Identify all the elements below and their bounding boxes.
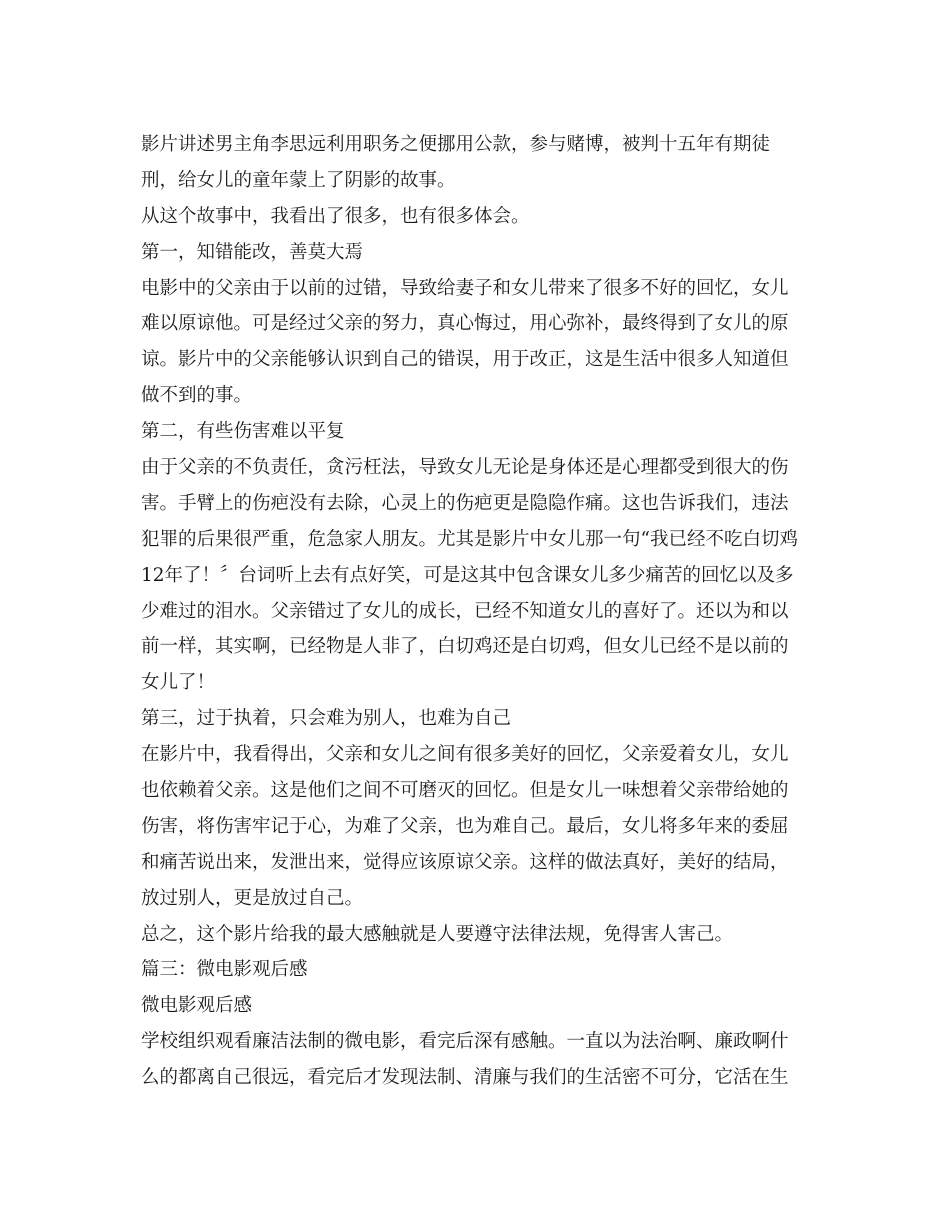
text-line: 做不到的事。	[141, 385, 253, 407]
text-line: 难以原谅他。可是经过父亲的努力，真心悔过，用心弥补，最终得到了女儿的原	[141, 313, 789, 335]
section-heading: 第一，知错能改，善莫大焉	[141, 241, 364, 263]
text-line: 和痛苦说出来，发泄出来，觉得应该原谅父亲。这样的做法真好，美好的结局，	[141, 851, 789, 873]
text-line: 少难过的泪水。父亲错过了女儿的成长，已经不知道女儿的喜好了。还以为和以	[141, 600, 789, 622]
section-heading: 第三，过于执着，只会难为别人，也难为自己	[141, 708, 512, 730]
text-line: 在影片中，我看得出，父亲和女儿之间有很多美好的回忆，父亲爱着女儿，女儿	[141, 744, 789, 766]
section-heading: 第二，有些伤害难以平复	[141, 421, 345, 443]
text-line: 学校组织观看廉洁法制的微电影，看完后深有感触。一直以为法治啊、廉政啊什	[141, 1031, 789, 1053]
text-line: 么的都离自己很远，看完后才发现法制、清廉与我们的生活密不可分，它活在生	[141, 1067, 789, 1089]
text-line: 影片讲述男主角李思远利用职务之便挪用公款，参与赌博，被判十五年有期徒	[141, 134, 771, 155]
text-line: 总之，这个影片给我的最大感触就是人要遵守法律法规，免得害人害己。	[141, 923, 734, 945]
text-line: 害。手臂上的伤疤没有去除，心灵上的伤疤更是隐隐作痛。这也告诉我们，违法	[141, 492, 789, 514]
text-line: 女儿了！	[141, 672, 216, 694]
document-body	[141, 127, 809, 1096]
text-line: 犯罪的后果很严重，危急家人朋友。尤其是影片中女儿那一句“我已经不吃白切鸡	[141, 528, 798, 550]
text-line: 由于父亲的不负责任，贪污枉法，导致女儿无论是身体还是心理都受到很大的伤	[141, 457, 789, 479]
article-title: 微电影观后感	[141, 995, 253, 1017]
text-line: 伤害，将伤害牢记于心，为难了父亲，也为难自己。最后，女儿将多年来的委屈	[141, 815, 789, 837]
text-line: 前一样，其实啊，已经物是人非了，白切鸡还是白切鸡，但女儿已经不是以前的	[141, 636, 789, 658]
text-line: 12年了！〞台词听上去有点好笑，可是这其中包含课女儿多少痛苦的回忆以及多	[141, 564, 794, 586]
chapter-heading: 篇三：微电影观后感	[141, 959, 308, 981]
text-line: 电影中的父亲由于以前的过错，导致给妻子和女儿带来了很多不好的回忆，女儿	[141, 277, 789, 299]
text-line: 谅。影片中的父亲能够认识到自己的错误，用于改正，这是生活中很多人知道但	[141, 349, 789, 371]
text-line: 放过别人，更是放过自己。	[141, 887, 364, 909]
text-line: 也依赖着父亲。这是他们之间不可磨灭的回忆。但是女儿一味想着父亲带给她的	[141, 780, 789, 802]
text-line: 从这个故事中，我看出了很多，也有很多体会。	[141, 205, 530, 227]
text-line: 刑，给女儿的童年蒙上了阴影的故事。	[141, 169, 456, 191]
